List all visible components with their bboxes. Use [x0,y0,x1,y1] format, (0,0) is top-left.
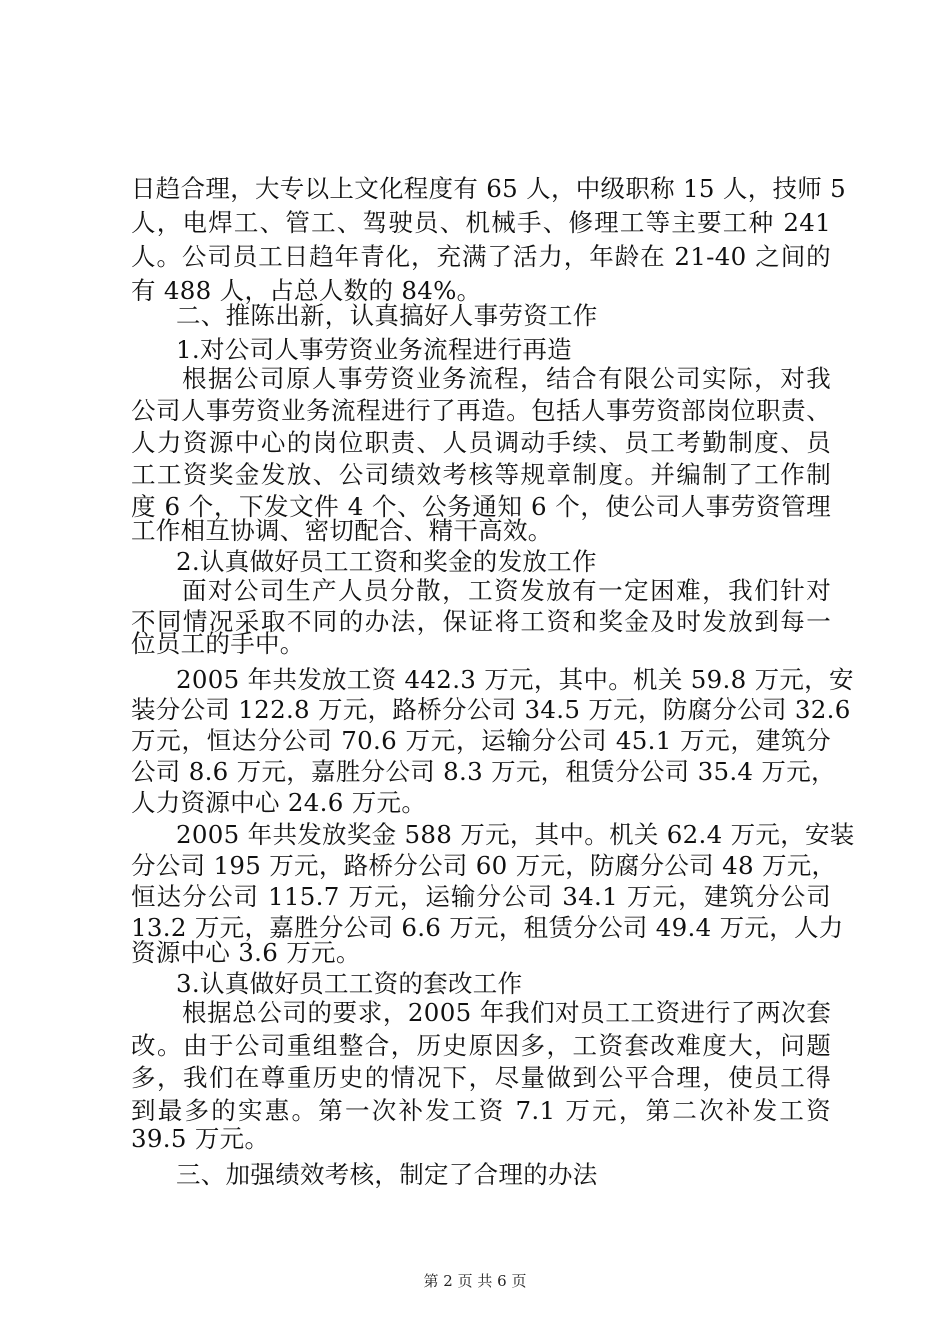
text-line: 改。由于公司重组整合，历史原因多，工资套改难度大，问题 [131,1031,831,1060]
text-line: 工工资奖金发放、公司绩效考核等规章制度。并编制了工作制 [131,460,831,489]
text-line: 分公司 195 万元，路桥分公司 60 万元，防腐分公司 48 万元， [131,851,837,880]
text-line: 39.5 万元。 [131,1124,270,1153]
subsection-heading: 2.认真做好员工工资和奖金的发放工作 [176,547,597,576]
text-line: 恒达分公司 115.7 万元，运输分公司 34.1 万元，建筑分公司 [131,882,831,911]
text-line: 根据总公司的要求，2005 年我们对员工工资进行了两次套 [182,998,831,1027]
text-line: 人，电焊工、管工、驾驶员、机械手、修理工等主要工种 241 [131,208,831,237]
text-line: 日趋合理，大专以上文化程度有 65 人，中级职称 15 人，技师 5 [131,174,847,203]
text-line: 2005 年共发放工资 442.3 万元，其中。机关 59.8 万元，安 [176,665,854,694]
text-line: 13.2 万元，嘉胜分公司 6.6 万元，租赁分公司 49.4 万元，人力 [131,913,844,942]
text-line: 人力资源中心 24.6 万元。 [131,788,427,817]
text-line: 多，我们在尊重历史的情况下，尽量做到公平合理，使员工得 [131,1063,831,1092]
text-line: 2005 年共发放奖金 588 万元，其中。机关 62.4 万元，安装 [176,820,855,849]
text-line: 到最多的实惠。第一次补发工资 7.1 万元，第二次补发工资 [131,1096,831,1125]
text-line: 工作相互协调、密切配合、精干高效。 [131,516,553,545]
text-line: 不同情况采取不同的办法，保证将工资和奖金及时发放到每一 [131,607,831,636]
text-line: 公司人事劳资业务流程进行了再造。包括人事劳资部岗位职责、 [131,396,831,425]
page-number-footer: 第 2 页 共 6 页 [423,1272,527,1290]
section-heading: 二、推陈出新，认真搞好人事劳资工作 [176,301,598,330]
subsection-heading: 1.对公司人事劳资业务流程进行再造 [176,335,572,364]
text-line: 万元，恒达分公司 70.6 万元，运输分公司 45.1 万元，建筑分 [131,726,831,755]
text-line: 位员工的手中。 [131,629,305,658]
text-line: 人。公司员工日趋年青化，充满了活力，年龄在 21-40 之间的 [131,242,831,271]
text-line: 有 488 人，占总人数的 84%。 [131,276,482,305]
section-heading: 三、加强绩效考核，制定了合理的办法 [176,1160,598,1189]
text-line: 资源中心 3.6 万元。 [131,938,361,967]
subsection-heading: 3.认真做好员工工资的套改工作 [176,969,523,998]
text-line: 面对公司生产人员分散，工资发放有一定困难，我们针对 [182,576,831,605]
text-line: 人力资源中心的岗位职责、人员调动手续、员工考勤制度、员 [131,428,831,457]
text-line: 根据公司原人事劳资业务流程，结合有限公司实际，对我 [182,364,831,393]
text-line: 装分公司 122.8 万元，路桥分公司 34.5 万元，防腐分公司 32.6 [131,695,851,724]
text-line: 度 6 个，下发文件 4 个、公务通知 6 个，使公司人事劳资管理 [131,492,831,521]
text-line: 公司 8.6 万元，嘉胜分公司 8.3 万元，租赁分公司 35.4 万元， [131,757,836,786]
